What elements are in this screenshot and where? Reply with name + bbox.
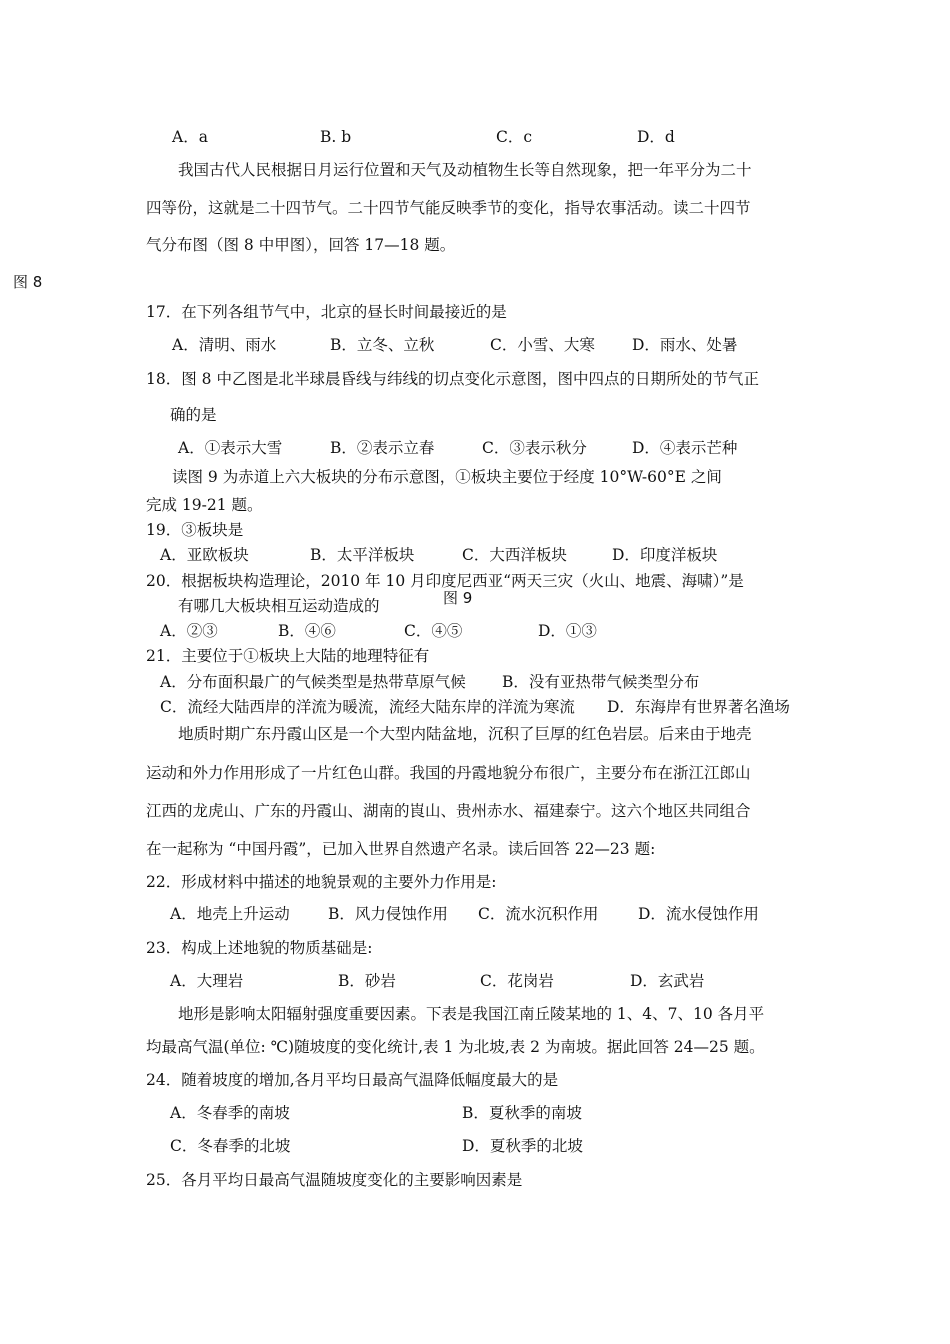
q16-option-d: D．d	[637, 128, 675, 146]
q16-option-b: B. b	[320, 128, 352, 146]
q24-option-a: A．冬春季的南坡	[170, 1104, 290, 1122]
q23-option-c: C．花岗岩	[480, 972, 554, 990]
q22-option-a: A．地壳上升运动	[170, 905, 290, 923]
q20-option-c: C．④⑤	[404, 622, 463, 640]
intro3-line1: 地质时期广东丹霞山区是一个大型内陆盆地，沉积了巨厚的红色岩层。后来由于地壳	[178, 725, 752, 743]
q20-option-b: B．④⑥	[278, 622, 336, 640]
q19-option-b: B．太平洋板块	[310, 546, 415, 564]
q23-stem: 23．构成上述地貌的物质基础是:	[146, 939, 373, 957]
q17-stem: 17．在下列各组节气中，北京的昼长时间最接近的是	[146, 303, 507, 321]
q24-option-b: B．夏秋季的南坡	[462, 1104, 582, 1122]
q20-option-d: D．①③	[538, 622, 597, 640]
intro3-line3: 江西的龙虎山、广东的丹霞山、湖南的崀山、贵州赤水、福建泰宁。这六个地区共同组合	[146, 802, 751, 820]
figure-9-label: 图 9	[443, 589, 473, 607]
q22-stem: 22．形成材料中描述的地貌景观的主要外力作用是:	[146, 873, 497, 891]
q22-option-b: B．风力侵蚀作用	[328, 905, 448, 923]
q17-option-a: A．清明、雨水	[172, 336, 277, 354]
q18-stem-line2: 确的是	[170, 406, 217, 424]
q21-stem: 21．主要位于①板块上大陆的地理特征有	[146, 647, 430, 665]
q20-stem-line1: 20．根据板块构造理论，2010 年 10 月印度尼西亚“两天三灾（火山、地震、海啸）”是	[146, 572, 744, 590]
q21-option-d: D．东海岸有世界著名渔场	[607, 698, 790, 716]
intro3-line2: 运动和外力作用形成了一片红色山群。我国的丹霞地貌分布很广，主要分布在浙江江郎山	[146, 764, 751, 782]
q19-stem: 19．③板块是	[146, 521, 244, 539]
q23-option-b: B．砂岩	[338, 972, 396, 990]
q24-stem: 24．随着坡度的增加,各月平均日最高气温降低幅度最大的是	[146, 1071, 559, 1089]
q19-option-a: A．亚欧板块	[160, 546, 249, 564]
intro2-line1: 读图 9 为赤道上六大板块的分布示意图，①板块主要位于经度 10°W-60°E 之间	[172, 468, 722, 486]
q18-option-c: C．③表示秋分	[482, 439, 587, 457]
q20-option-a: A．②③	[160, 622, 218, 640]
q18-stem-line1: 18．图 8 中乙图是北半球晨昏线与纬线的切点变化示意图，图中四点的日期所处的节气正	[146, 370, 759, 388]
q21-option-b: B．没有亚热带气候类型分布	[502, 673, 700, 691]
q19-option-d: D．印度洋板块	[612, 546, 718, 564]
intro1-line3: 气分布图（图 8 中甲图），回答 17—18 题。	[146, 236, 456, 254]
q17-option-d: D．雨水、处暑	[632, 336, 738, 354]
intro1-line1: 我国古代人民根据日月运行位置和天气及动植物生长等自然现象，把一年平分为二十	[178, 161, 752, 179]
q23-option-a: A．大理岩	[170, 972, 244, 990]
q25-stem: 25．各月平均日最高气温随坡度变化的主要影响因素是	[146, 1171, 523, 1189]
intro2-line2: 完成 19-21 题。	[146, 496, 263, 514]
q18-option-a: A．①表示大雪	[178, 439, 283, 457]
q17-option-c: C．小雪、大寒	[490, 336, 595, 354]
q24-option-d: D．夏秋季的北坡	[462, 1137, 583, 1155]
q21-option-a: A．分布面积最广的气候类型是热带草原气候	[160, 673, 466, 691]
q24-option-c: C．冬春季的北坡	[170, 1137, 291, 1155]
q22-option-c: C．流水沉积作用	[478, 905, 599, 923]
intro4-line1: 地形是影响太阳辐射强度重要因素。下表是我国江南丘陵某地的 1、4、7、10 各月平	[178, 1005, 765, 1023]
intro4-line2: 均最高气温(单位: ℃)随坡度的变化统计,表 1 为北坡,表 2 为南坡。据此回答 24—25 题。	[146, 1038, 765, 1056]
q22-option-d: D．流水侵蚀作用	[638, 905, 759, 923]
q17-option-b: B．立冬、立秋	[330, 336, 435, 354]
q19-option-c: C．大西洋板块	[462, 546, 567, 564]
q18-option-d: D．④表示芒种	[632, 439, 738, 457]
figure-8-label: 图 8	[13, 273, 43, 291]
intro1-line2: 四等份，这就是二十四节气。二十四节气能反映季节的变化，指导农事活动。读二十四节	[146, 199, 751, 217]
q23-option-d: D．玄武岩	[630, 972, 705, 990]
q18-option-b: B．②表示立春	[330, 439, 435, 457]
q21-option-c: C．流经大陆西岸的洋流为暖流，流经大陆东岸的洋流为寒流	[160, 698, 575, 716]
q16-option-a: A．a	[172, 128, 208, 146]
intro3-line4: 在一起称为 “中国丹霞”，已加入世界自然遗产名录。读后回答 22—23 题:	[146, 840, 656, 858]
q16-option-c: C．c	[496, 128, 533, 146]
q20-stem-line2: 有哪几大板块相互运动造成的	[178, 597, 380, 615]
